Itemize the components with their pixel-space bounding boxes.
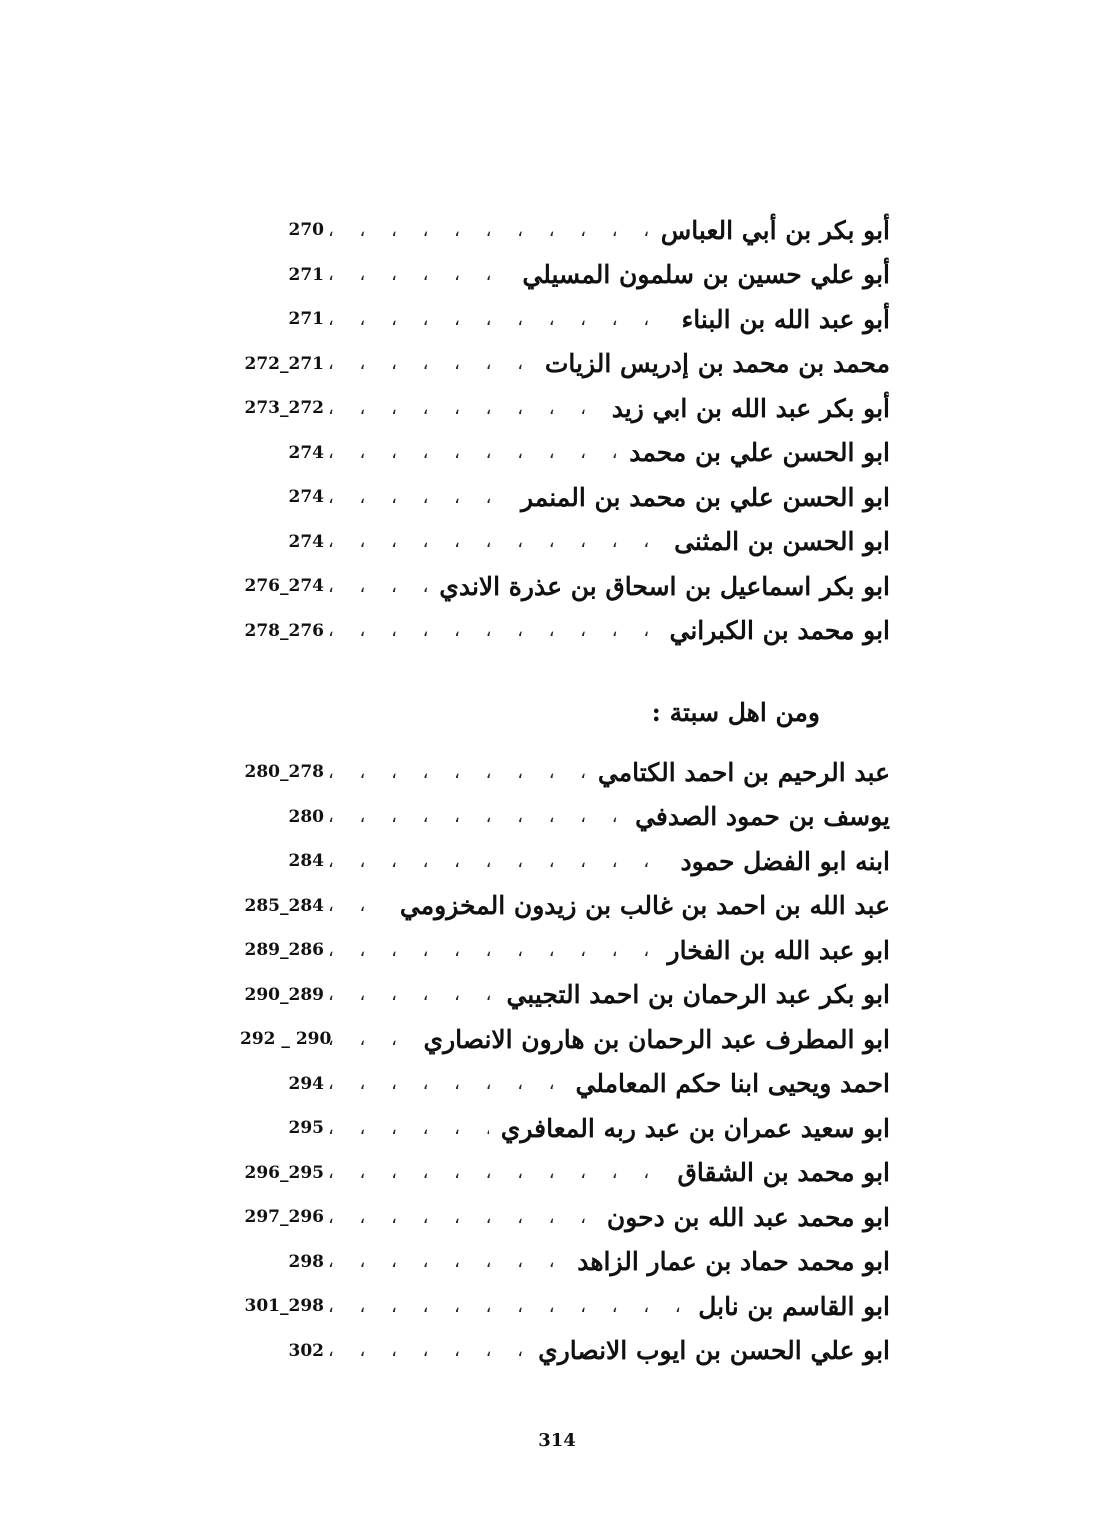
entry-leader — [324, 220, 649, 241]
entry-leader — [324, 620, 658, 641]
entry-leader — [324, 1029, 412, 1050]
entry-name: ابو محمد حماد بن عمار الزاهد — [577, 1247, 890, 1277]
index-list-sabta — [240, 750, 890, 1373]
index-entry — [240, 609, 890, 654]
entry-name: ابو الحسن علي بن محمد — [629, 438, 890, 468]
index-entry — [240, 1017, 890, 1062]
entry-leader — [324, 576, 427, 597]
index-entry — [240, 839, 890, 884]
entry-leader — [324, 309, 670, 330]
entry-name: ابو عبد الله بن الفخار — [667, 935, 890, 965]
index-entry — [240, 564, 890, 609]
entry-name: أبو بكر بن أبي العباس — [660, 215, 890, 245]
entry-pages: 290_289 — [244, 984, 324, 1005]
entry-leader — [324, 353, 533, 374]
entry-pages: 294 — [288, 1073, 324, 1094]
entry-name: ابو سعيد عمران بن عبد ربه المعافري — [500, 1113, 890, 1143]
index-entry — [240, 750, 890, 795]
index-entry — [240, 973, 890, 1018]
entry-pages: 284 — [288, 851, 324, 872]
entry-leader — [324, 1340, 526, 1361]
entry-pages: 274 — [288, 531, 324, 552]
entry-name: عبد الرحيم بن احمد الكتامي — [597, 757, 890, 787]
entry-pages: 274 — [288, 442, 324, 463]
entry-name: ابو المطرف عبد الرحمان بن هارون الانصاري — [423, 1024, 890, 1054]
entry-pages: 278_276 — [244, 620, 324, 641]
entry-pages: 272_271 — [244, 353, 324, 374]
entry-name: ابو محمد عبد الله بن دحون — [606, 1202, 890, 1232]
index-entry — [240, 431, 890, 476]
index-entry — [240, 342, 890, 387]
entry-pages: 271 — [288, 309, 324, 330]
index-entry — [240, 1151, 890, 1196]
entry-pages: 297_296 — [244, 1207, 324, 1228]
entry-leader — [324, 1118, 489, 1139]
index-entry — [240, 297, 890, 342]
entry-pages: 302 — [288, 1340, 324, 1361]
page-number: 314 — [538, 1430, 576, 1451]
entry-leader — [324, 531, 662, 552]
entry-leader — [324, 1207, 595, 1228]
entry-name: ابو محمد بن الشقاق — [677, 1158, 890, 1188]
entry-name: ابو القاسم بن نابل — [698, 1291, 890, 1321]
entry-pages: 285_284 — [244, 895, 324, 916]
entry-leader — [324, 1251, 565, 1272]
entry-pages: 280_278 — [244, 762, 324, 783]
index-entry — [240, 520, 890, 565]
entry-name: ابو بكر عبد الرحمان بن احمد التجيبي — [506, 980, 890, 1010]
entry-pages: 301_298 — [244, 1296, 324, 1317]
entry-leader — [324, 398, 600, 419]
entry-leader — [324, 895, 388, 916]
entry-leader — [324, 851, 668, 872]
index-entry — [240, 475, 890, 520]
index-entry — [240, 795, 890, 840]
entry-name: محمد بن محمد بن إدريس الزيات — [544, 349, 890, 379]
entry-leader — [324, 806, 623, 827]
index-entry — [240, 928, 890, 973]
index-entry — [240, 1062, 890, 1107]
entry-pages: 298 — [288, 1251, 324, 1272]
entry-pages: 274 — [288, 487, 324, 508]
entry-name: ابو محمد بن الكبراني — [669, 616, 890, 646]
index-entry — [240, 1195, 890, 1240]
entry-pages: 292 _ 290 — [240, 1029, 332, 1050]
index-entry — [240, 253, 890, 298]
entry-leader — [324, 1296, 686, 1317]
section-heading: ومن اهل سبتة : — [651, 698, 820, 727]
entry-name: ابو الحسن بن المثنى — [674, 527, 890, 557]
entry-name: أبو علي حسين بن سلمون المسيلي — [522, 260, 890, 290]
entry-name: عبد الله بن احمد بن غالب بن زيدون المخزومي — [399, 891, 890, 921]
entry-leader — [324, 1073, 563, 1094]
entry-leader — [324, 264, 510, 285]
entry-pages: 271 — [288, 264, 324, 285]
index-entry — [240, 208, 890, 253]
index-entry — [240, 386, 890, 431]
index-entry — [240, 1106, 890, 1151]
entry-name: ابو بكر اسماعيل بن اسحاق بن عذرة الاندي — [439, 571, 890, 601]
entry-pages: 289_286 — [244, 940, 324, 961]
entry-leader — [324, 487, 509, 508]
entry-pages: 276_274 — [244, 576, 324, 597]
entry-name: يوسف بن حمود الصدفي — [635, 802, 890, 832]
entry-name: أبو عبد الله بن البناء — [681, 304, 890, 334]
index-list-primary — [240, 208, 890, 653]
entry-name: ابو علي الحسن بن ايوب الانصاري — [538, 1336, 890, 1366]
entry-pages: 295 — [288, 1118, 324, 1139]
index-entry — [240, 1284, 890, 1329]
entry-pages: 280 — [288, 806, 324, 827]
entry-name: أبو بكر عبد الله بن ابي زيد — [611, 393, 890, 423]
entry-pages: 270 — [288, 220, 324, 241]
entry-leader — [324, 762, 586, 783]
index-entry — [240, 1240, 890, 1285]
entry-pages: 273_272 — [244, 398, 324, 419]
entry-leader — [324, 442, 617, 463]
index-entry — [240, 884, 890, 929]
entry-leader — [324, 940, 656, 961]
entry-leader — [324, 984, 494, 1005]
entry-leader — [324, 1162, 665, 1183]
entry-name: ابو الحسن علي بن محمد بن المنمر — [521, 482, 890, 512]
entry-pages: 296_295 — [244, 1162, 324, 1183]
entry-name: احمد ويحيى ابنا حكم المعاملي — [575, 1069, 890, 1099]
entry-name: ابنه ابو الفضل حمود — [680, 846, 890, 876]
index-entry — [240, 1329, 890, 1374]
